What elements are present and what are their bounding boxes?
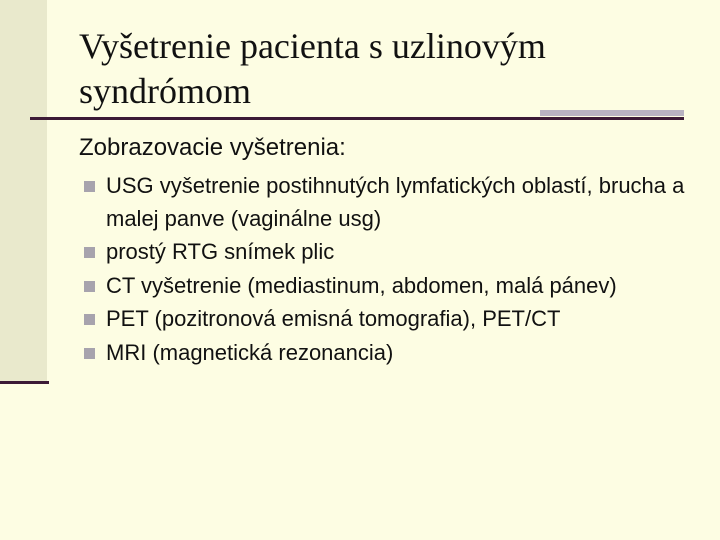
list-item <box>79 169 709 235</box>
slide-title: Vyšetrenie pacienta s uzlinovým syndrómom <box>79 26 546 111</box>
slide-content <box>79 133 709 370</box>
square-bullet-icon <box>84 247 95 258</box>
list-item-text: PET (pozitronová emisná tomografia), PET/CT <box>106 306 561 331</box>
list-item <box>79 269 709 302</box>
square-bullet-icon <box>84 348 95 359</box>
square-bullet-icon <box>84 314 95 325</box>
list-item-text: CT vyšetrenie (mediastinum, abdomen, malá pánev) <box>106 273 617 298</box>
left-decorative-band <box>0 0 47 383</box>
bullet-list <box>79 169 709 370</box>
title-rule-accent <box>540 110 684 116</box>
list-item-text: MRI (magnetická rezonancia) <box>106 340 394 365</box>
list-item <box>79 336 709 370</box>
square-bullet-icon <box>84 181 95 192</box>
list-item <box>79 235 709 269</box>
list-item-text: prostý RTG snímek plic <box>106 239 335 264</box>
list-item <box>79 302 709 336</box>
square-bullet-icon <box>84 281 95 292</box>
left-band-rule <box>0 381 49 384</box>
title-rule <box>30 117 684 120</box>
list-item-text: USG vyšetrenie postihnutých lymfatických oblastí, brucha a malej panve (vaginálne usg) <box>106 173 685 231</box>
subheading: Zobrazovacie vyšetrenia: <box>79 134 346 161</box>
